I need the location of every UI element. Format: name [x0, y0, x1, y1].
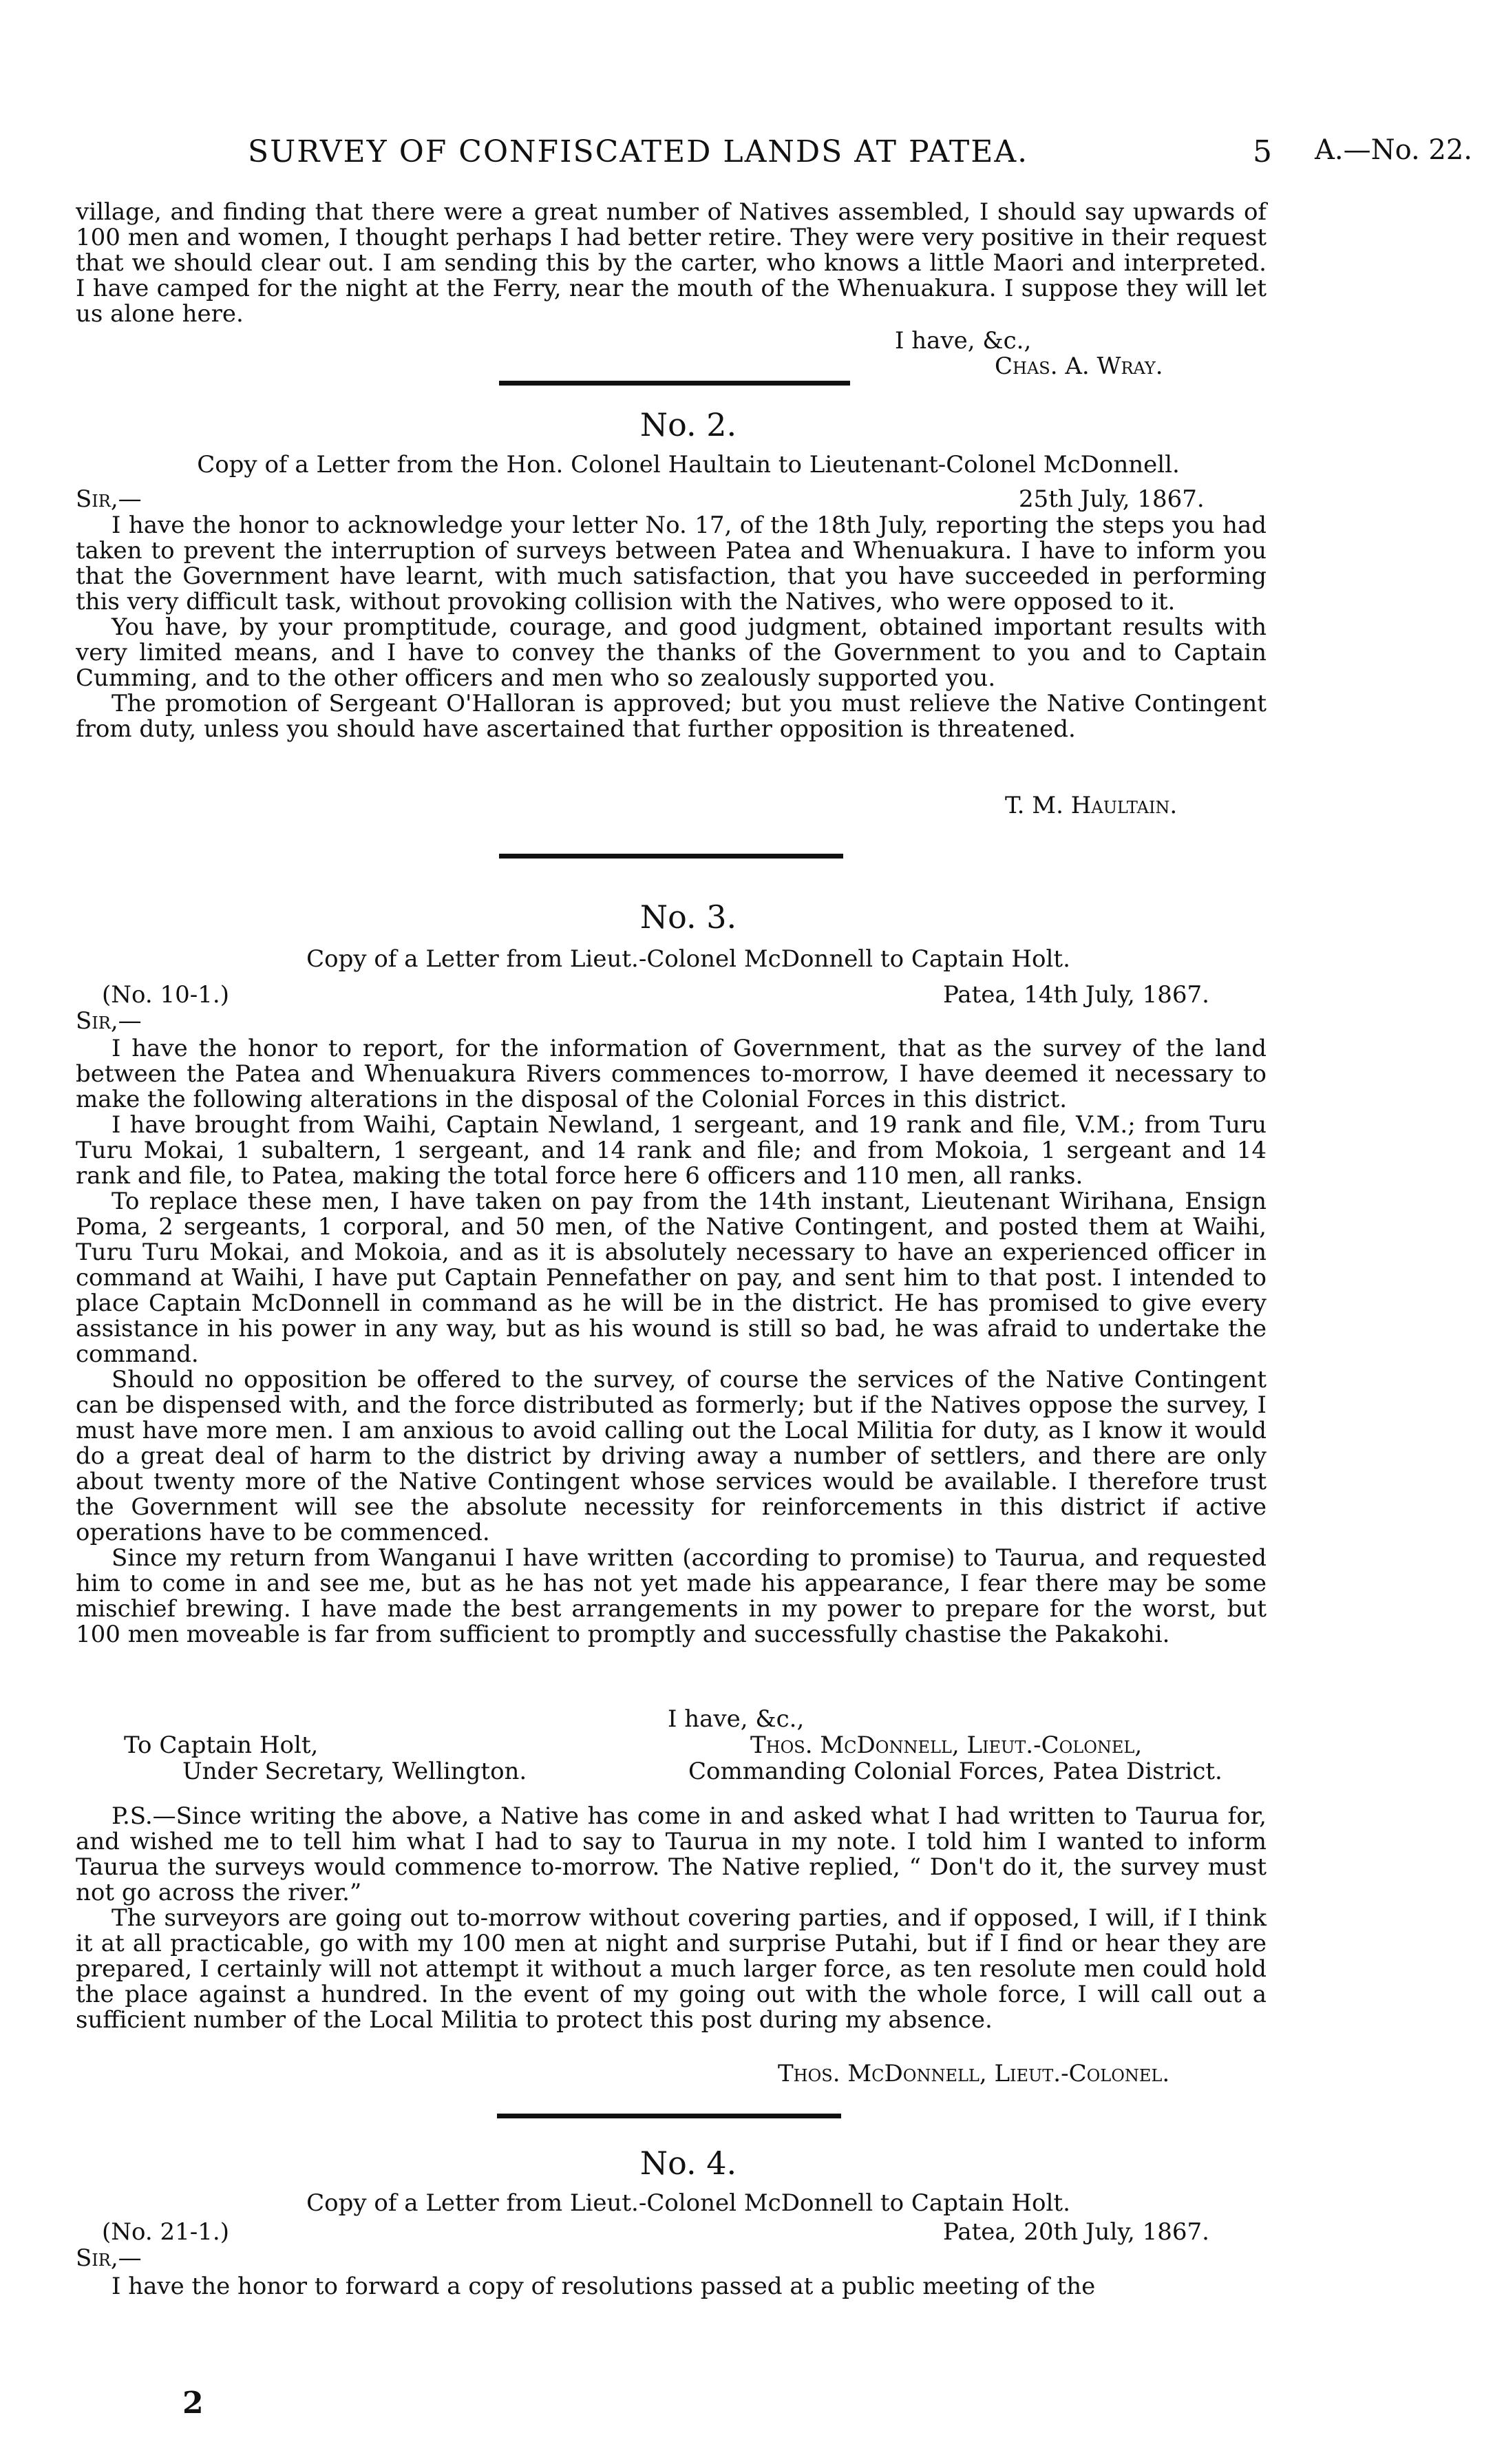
body-paragraph: Should no opposition be offered to the survey, of course the services of the Native Contingent can be dispensed with, and the force distributed as formerly; but if the Natives oppose the survey, I must have more men. I am anxious to avoid calling out the Local Militia for duty, as I know it would do a great deal of harm to the district by driving away a number of settlers, and there are only about twenty more of the Native Contingent whose services would be available. I therefore trust the Government will see the absolute necessity for reinforcements in this district if active operations have to be commenced. — [76, 1366, 1267, 1546]
body-paragraph: I have the honor to forward a copy of resolutions passed at a public meeting of the — [112, 2273, 1096, 2300]
intro-closing: I have, &c., — [895, 327, 1032, 355]
letter-number: No. 4. — [639, 2145, 737, 2182]
letter-body — [76, 2274, 1267, 2299]
letter-caption: Copy of a Letter from Lieut.-Colonel McDonnell to Captain Holt. — [306, 2189, 1070, 2217]
intro-paragraph: village, and finding that there were a great number of Natives assembled, I should say upwards of 100 men and women, I thought perhaps I had better retire. They were very positive in their request that we should clear out. I am sending this by the carter, who knows a little Maori and interpreted. I have camped for the night at the Ferry, near the mouth of the Whenuakura. I suppose they will let us alone here. — [76, 198, 1267, 328]
letter-place-date: Patea, 20th July, 1867. — [943, 2218, 1209, 2246]
section-divider — [499, 854, 843, 859]
salutation: Sir,— — [76, 485, 142, 513]
addressee-line: To Captain Holt, — [124, 1731, 319, 1759]
body-paragraph: I have brought from Waihi, Captain Newland, 1 sergeant, and 19 rank and file, V.M.; from Turu Turu Mokai, 1 subaltern, 1 sergeant, and 14 rank and file; and from Mokoia, 1 sergeant and 14 rank and file, to Patea, making the total force here 6 officers and 110 men, all ranks. — [76, 1111, 1267, 1190]
letter-reference: (No. 21-1.) — [102, 2218, 229, 2246]
letter-place-date: Patea, 14th July, 1867. — [943, 981, 1209, 1009]
letter-closing: I have, &c., — [668, 1705, 805, 1733]
salutation: Sir,— — [76, 1007, 142, 1035]
intro-block — [76, 200, 1267, 327]
letter-number: No. 2. — [639, 406, 737, 443]
body-paragraph: You have, by your promptitude, courage, and good judgment, obtained important results with very limited means, and I have to convey the thanks of the Government to you and to Captain Cumming, and to the other officers and men who so zealously supported you. — [76, 613, 1267, 692]
letter-date: 25th July, 1867. — [1019, 485, 1205, 513]
signature-mark: 2 — [182, 2386, 204, 2421]
body-paragraph: Since my return from Wanganui I have written (according to promise) to Taurua, and requested him to come in and see me, but as he has not yet made his appearance, I fear there may be some mischief brewing. I have made the best arrangements in my power to prepare for the worst, but 100 men moveable is far from sufficient to promptly and successfully chastise the Pakakohi. — [76, 1544, 1267, 1648]
letter-signature: T. M. Haultain. — [1005, 792, 1178, 819]
salutation: Sir,— — [76, 2244, 142, 2272]
signature-line: Commanding Colonial Forces, Patea District. — [688, 1758, 1222, 1785]
section-divider — [497, 2114, 841, 2118]
running-header-title: SURVEY OF CONFISCATED LANDS AT PATEA. — [248, 134, 1029, 169]
postscript-paragraph: P.S.—Since writing the above, a Native has come in and asked what I had written to Taurua for, and wished me to tell him what I had to say to Taurua in my note. I told him I wanted to inform Taurua the surveys would commence to-morrow. The Native replied, “ Don't do it, the survey must not go across the river.” — [76, 1802, 1267, 1906]
intro-signature: Chas. A. Wray. — [995, 352, 1163, 380]
letter-caption: Copy of a Letter from the Hon. Colonel Haultain to Lieutenant-Colonel McDonnell. — [197, 451, 1180, 478]
body-paragraph: I have the honor to acknowledge your letter No. 17, of the 18th July, reporting the steps you had taken to prevent the interruption of surveys between Patea and Whenuakura. I have to inform you that the Government have learnt, with much satisfaction, that you have succeeded in performing this very difficult task, without provoking collision with the Natives, who were opposed to it. — [76, 512, 1267, 615]
letter-caption: Copy of a Letter from Lieut.-Colonel McDonnell to Captain Holt. — [306, 945, 1070, 973]
body-paragraph: To replace these men, I have taken on pay from the 14th instant, Lieutenant Wirihana, Ensign Poma, 2 sergeants, 1 corporal, and 50 men, of the Native Contingent, and posted them at Waihi, Turu Turu Mokai, and Mokoia, and as it is absolutely necessary to have an experienced officer in command at Waihi, I have put Captain Pennefather on pay, and sent him to that post. I intended to place Captain McDonnell in command as he will be in the district. He has promised to give every assistance in his power in any way, but as his wound is still so bad, he was afraid to undertake the command. — [76, 1188, 1267, 1368]
postscript-signature: Thos. McDonnell, Lieut.-Colonel. — [778, 2060, 1170, 2087]
body-paragraph: The promotion of Sergeant O'Halloran is approved; but you must relieve the Native Contingent from duty, unless you should have ascertained that further opposition is threatened. — [76, 690, 1267, 743]
postscript — [76, 1804, 1267, 2033]
signature-line: Thos. McDonnell, Lieut.-Colonel, — [750, 1731, 1143, 1759]
letter-number: No. 3. — [639, 898, 737, 936]
section-divider — [499, 381, 850, 386]
page-number: 5 — [1253, 134, 1272, 169]
addressee-line: Under Secretary, Wellington. — [182, 1758, 527, 1785]
letter-body — [76, 1036, 1267, 1647]
letter-body — [76, 513, 1267, 742]
body-paragraph: I have the honor to report, for the information of Government, that as the survey of the land between the Patea and Whenuakura Rivers commences to-morrow, I have deemed it necessary to make the following alterations in the disposal of the Colonial Forces in this district. — [76, 1035, 1267, 1113]
document-reference: A.—No. 22. — [1315, 134, 1473, 166]
letter-reference: (No. 10-1.) — [102, 981, 229, 1009]
postscript-paragraph: The surveyors are going out to-morrow without covering parties, and if opposed, I will, if I think it at all practicable, go with my 100 men at night and surprise Putahi, but if I find or hear they are prepared, I certainly will not attempt it without a much larger force, as ten resolute men could hold the place against a hundred. In the event of my going out with the whole force, I will call out a sufficient number of the Local Militia to protect this post during my absence. — [76, 1904, 1267, 2034]
